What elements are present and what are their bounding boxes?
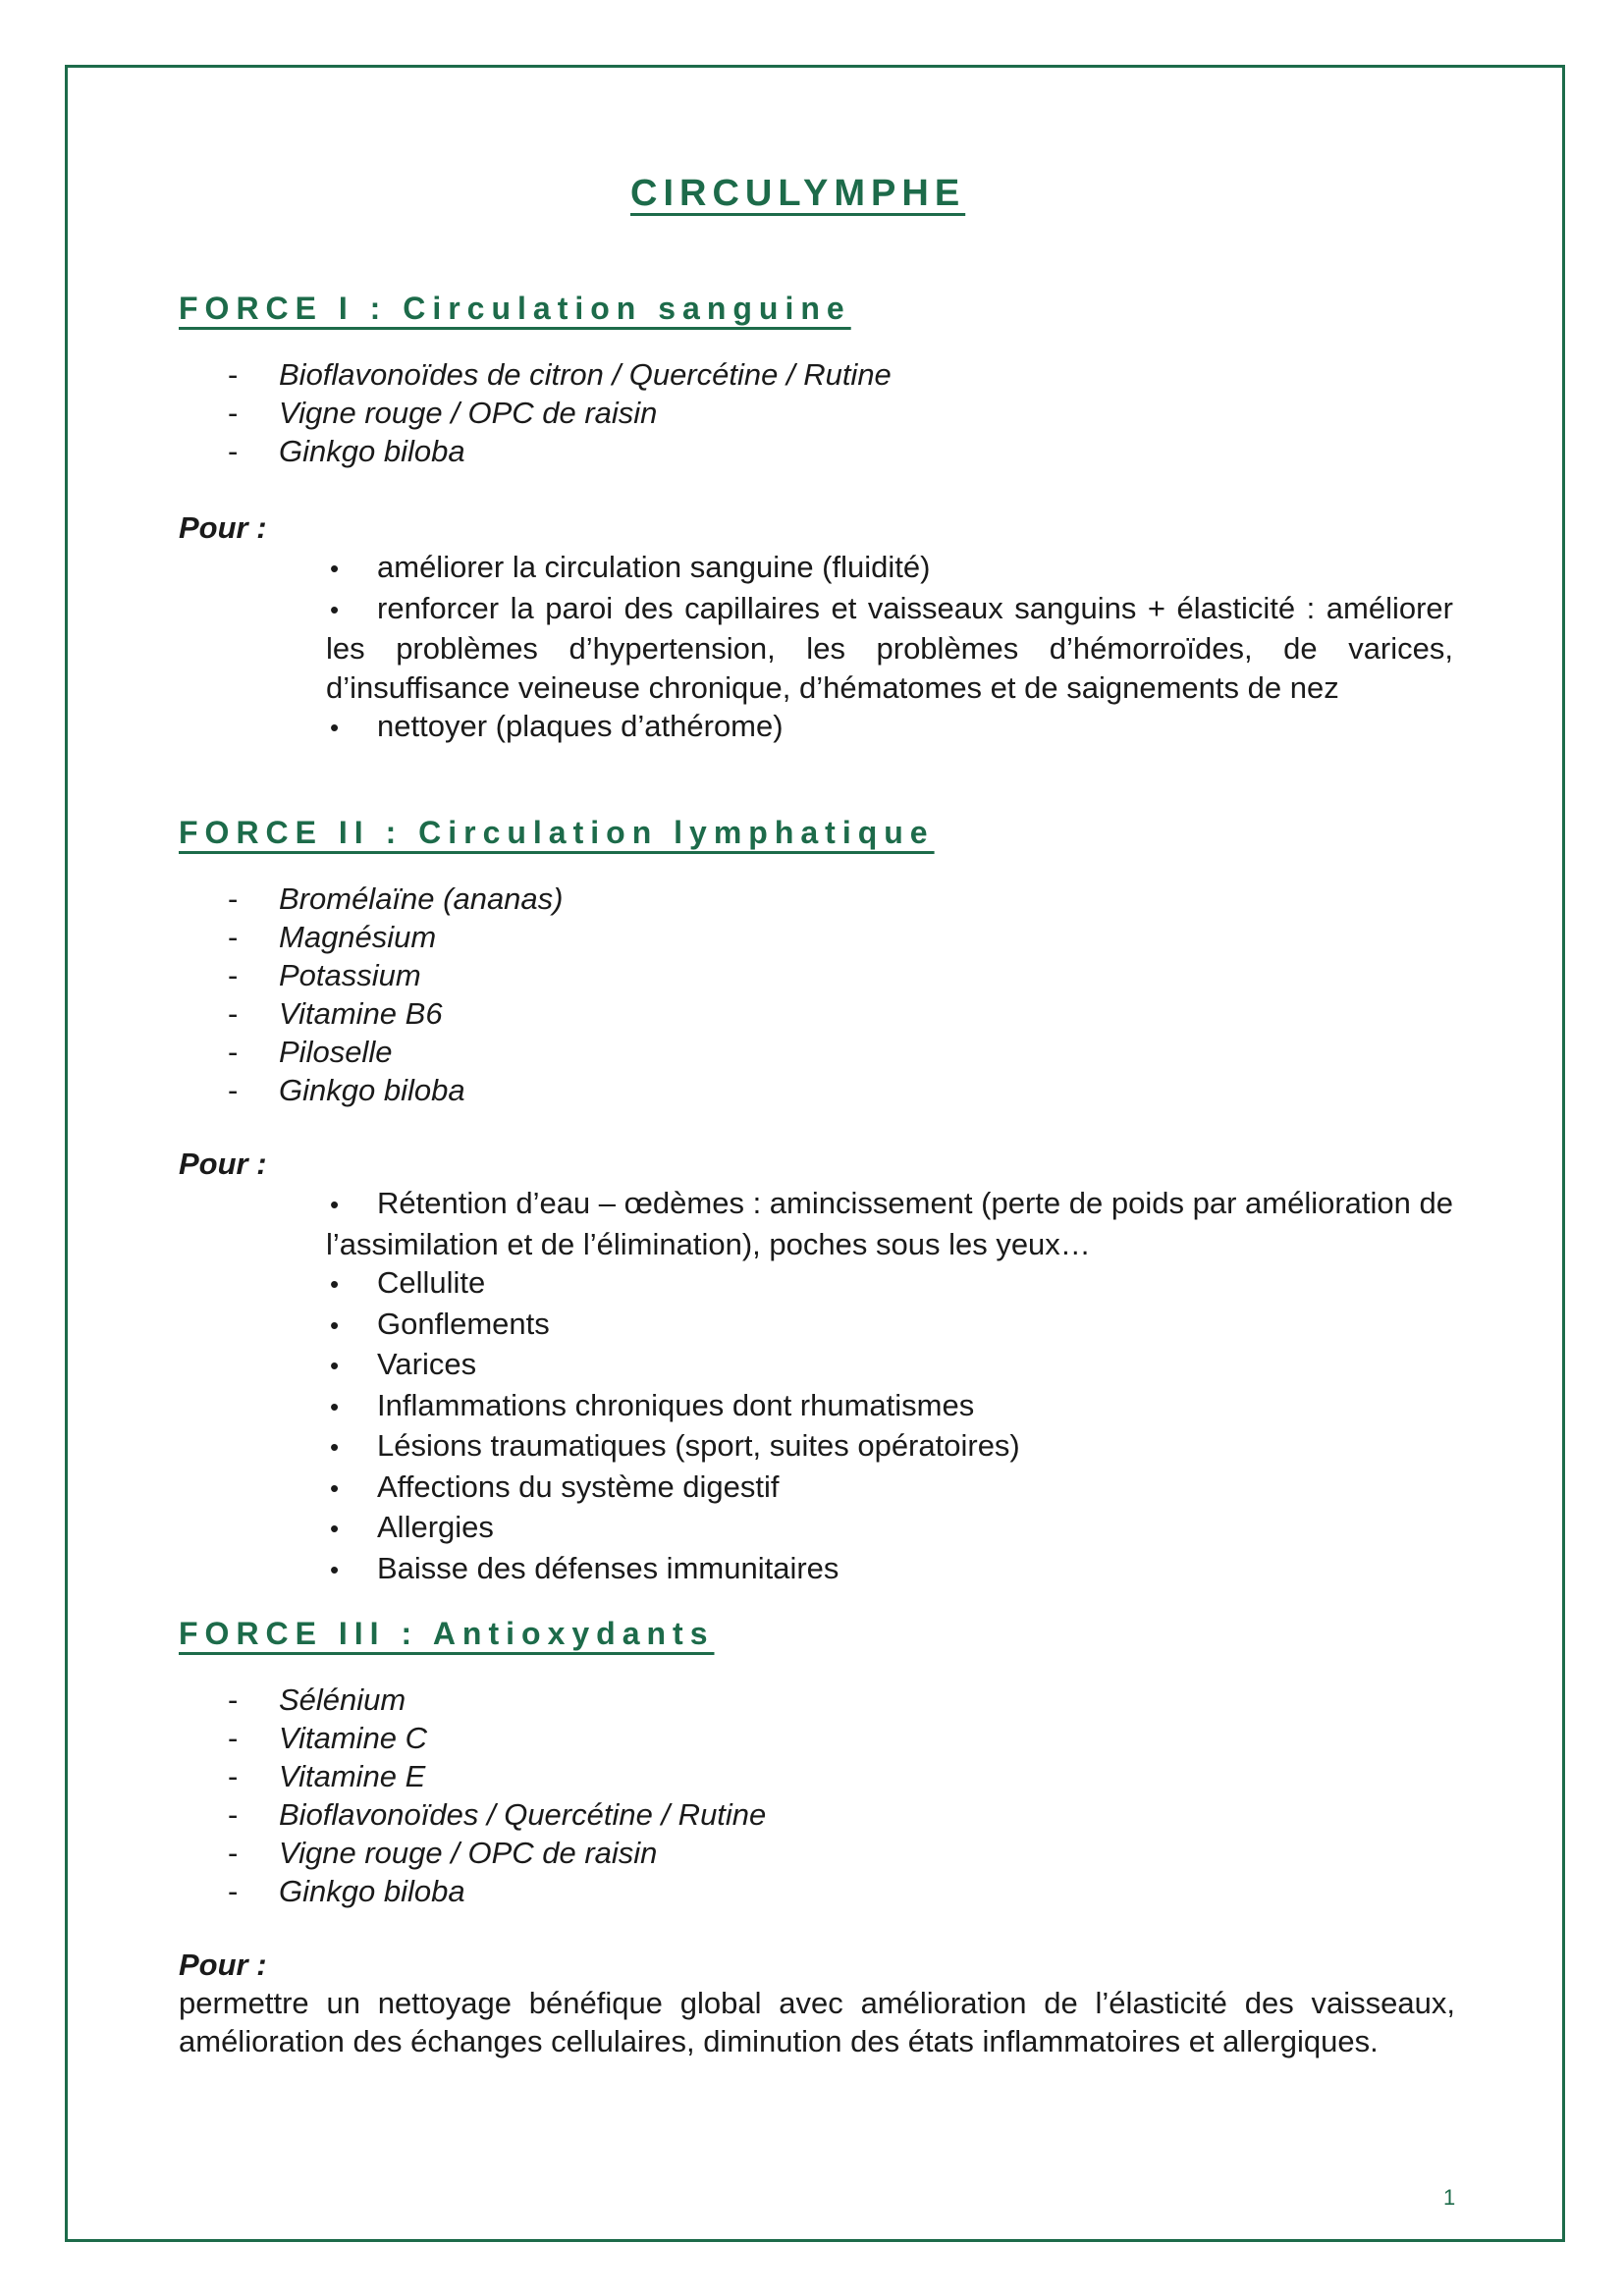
benefit-list-force-1 <box>326 548 1453 748</box>
ingredient-item: - Vigne rouge / OPC de raisin <box>228 394 892 432</box>
benefit-text: Lésions traumatiques (sport, suites opératoires) <box>377 1428 1020 1463</box>
benefit-item <box>326 1508 1453 1549</box>
benefit-text: améliorer la circulation sanguine (fluidité) <box>377 550 931 584</box>
pour-label: Pour : <box>179 510 267 545</box>
benefit-text: Baisse des défenses immunitaires <box>377 1550 839 1585</box>
benefit-text: renforcer la paroi des capillaires et vaisseaux sanguins + élasticité : améliorer les problèmes d’hypertension, les problèmes d’hémorroïdes, de varices, d’insuffisance veineuse chronique, d’hématomes et de saignements de nez <box>326 590 1453 705</box>
bullet-icon: • <box>330 1554 340 1584</box>
ingredient-item: - Vitamine C <box>228 1719 766 1757</box>
document-title: CIRCULYMPHE <box>630 173 966 214</box>
ingredient-item: - Vitamine B6 <box>228 994 564 1033</box>
bullet-icon: • <box>330 1351 340 1380</box>
benefit-item <box>326 1263 1453 1305</box>
benefit-item <box>326 1386 1453 1427</box>
bullet-icon: • <box>330 1391 340 1421</box>
benefit-text: Affections du système digestif <box>377 1468 780 1504</box>
benefit-item <box>326 589 1453 708</box>
pour-label: Pour : <box>179 1147 267 1181</box>
bullet-icon: • <box>330 713 340 742</box>
benefit-text: Allergies <box>377 1510 494 1544</box>
benefit-item <box>326 1345 1453 1386</box>
benefit-item <box>326 548 1453 589</box>
ingredient-item: - Bromélaïne (ananas) <box>228 880 564 918</box>
benefit-text: Inflammations chroniques dont rhumatismes <box>377 1387 975 1422</box>
bullet-icon: • <box>330 1514 340 1543</box>
ingredient-item: - Magnésium <box>228 918 564 956</box>
benefit-item <box>326 1305 1453 1346</box>
bullet-icon: • <box>330 594 340 624</box>
ingredient-list-force-3 <box>228 1681 766 1910</box>
benefit-item <box>326 707 1453 748</box>
benefit-text: Cellulite <box>377 1265 486 1300</box>
ingredient-list-force-2 <box>228 880 564 1109</box>
section-heading-force-1: FORCE I : Circulation sanguine <box>179 291 851 326</box>
bullet-icon: • <box>330 1472 340 1503</box>
section-heading-force-3: FORCE III : Antioxydants <box>179 1616 715 1651</box>
force-3-description: permettre un nettoyage bénéfique global avec amélioration de l’élasticité des vaisseaux, amélioration des échanges cellulaires, diminution des états inflammatoires et allergiques. <box>179 1986 1455 2058</box>
ingredient-list-force-1 <box>228 355 892 470</box>
ingredient-item: - Vitamine E <box>228 1757 766 1795</box>
bullet-icon: • <box>330 1309 340 1340</box>
ingredient-item: - Potassium <box>228 956 564 994</box>
page-number: 1 <box>1443 2185 1456 2210</box>
benefit-list-force-2 <box>326 1184 1453 1589</box>
ingredient-item: - Bioflavonoïdes de citron / Quercétine / Rutine <box>228 355 892 394</box>
ingredient-item: - Ginkgo biloba <box>228 1071 564 1109</box>
pour-label: Pour : <box>179 1948 267 1982</box>
ingredient-item: - Bioflavonoïdes / Quercétine / Rutine <box>228 1795 766 1834</box>
benefit-text: nettoyer (plaques d’athérome) <box>377 709 784 743</box>
ingredient-item: - Piloselle <box>228 1033 564 1071</box>
benefit-item <box>326 1426 1453 1468</box>
benefit-item <box>326 1184 1453 1263</box>
benefit-text: Rétention d’eau – œdèmes : amincissement (perte de poids par amélioration de l’assimilation et de l’élimination), poches sous les yeux… <box>326 1186 1453 1261</box>
ingredient-item: - Ginkgo biloba <box>228 1872 766 1910</box>
section-heading-force-2: FORCE II : Circulation lymphatique <box>179 815 935 850</box>
ingredient-item: - Vigne rouge / OPC de raisin <box>228 1834 766 1872</box>
benefit-item <box>326 1549 1453 1590</box>
benefit-text: Gonflements <box>377 1306 550 1341</box>
ingredient-item: - Ginkgo biloba <box>228 432 892 470</box>
bullet-icon: • <box>330 1432 340 1462</box>
bullet-icon: • <box>330 1190 340 1219</box>
benefit-item <box>326 1468 1453 1509</box>
ingredient-item: - Sélénium <box>228 1681 766 1719</box>
benefit-text: Varices <box>377 1347 477 1381</box>
bullet-icon: • <box>330 1269 340 1299</box>
bullet-icon: • <box>330 554 340 583</box>
